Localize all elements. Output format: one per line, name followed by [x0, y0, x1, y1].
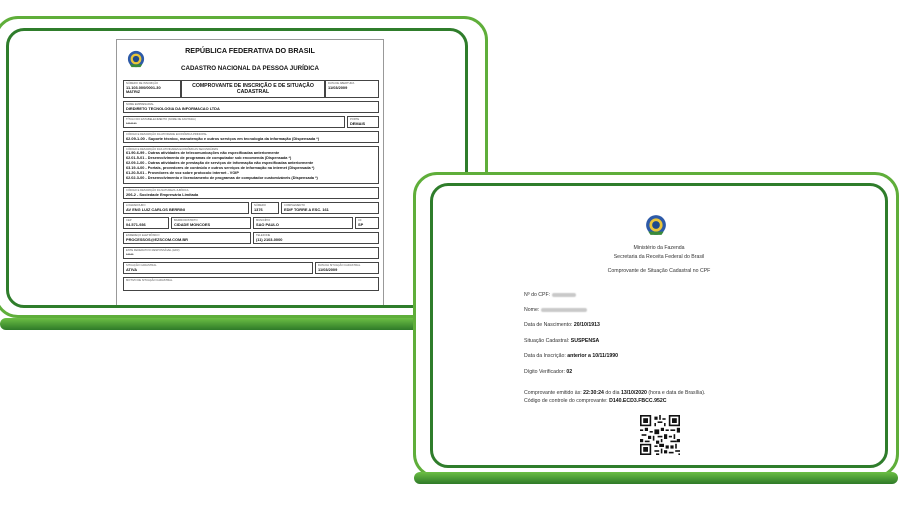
porte-box: PORTE DEMAIS: [347, 116, 379, 128]
inscricao-value: anterior a 10/11/1990: [567, 353, 619, 359]
inscricao-value: 11.103.000/0001-30: [126, 85, 161, 90]
nascimento-line: Data de Nascimento: 20/10/1913: [524, 322, 600, 328]
complemento-value: EDIF TORRE A ESC. 161: [284, 207, 329, 212]
doc-header-republica: REPÚBLICA FEDERATIVA DO BRASIL: [185, 46, 315, 55]
digito-value: 02: [566, 369, 573, 375]
situacao-cadastral-box: SITUAÇÃO CADASTRAL ATIVA: [123, 262, 313, 274]
matriz-value: MATRIZ: [126, 90, 141, 94]
qr-code-icon: [640, 415, 680, 455]
nome-empresarial-box: NOME EMPRESARIAL DIRDIRETO TECNOLOGIA DA INFORMACAO LTDA: [123, 101, 379, 113]
secretaria-text: Secretaria da Receita Federal do Brasil: [613, 254, 705, 260]
municipio-value: SAO PAULO: [256, 222, 279, 227]
telefone-value: (11) 2103-0000: [256, 237, 283, 242]
cpf-doc-title: Comprovante de Situação Cadastral no CPF: [607, 268, 711, 274]
atividade-secundaria-line: 62.01-5-01 - Desenvolvimento de programas de computador sob encomenda (Dispensada *): [126, 156, 292, 160]
right-laptop-base: [414, 472, 898, 484]
comprovante-title: COMPROVANTE DE INSCRIÇÃO E DE SITUAÇÃO CADASTRAL: [192, 83, 314, 95]
emitido-line: Comprovante emitido às: 22:30:24 do dia 13/10/2020 (hora e data de Brasília).: [524, 390, 706, 396]
atividades-secundarias-box: CÓDIGO E DESCRIÇÃO DAS ATIVIDADES ECONÔMICAS SECUNDÁRIAS 61.90-6-99 - Outras atividades de telecomunicações não especificadas anteriormente 62.01-5-01 - Desenvolvimento de programas de computador sob encomenda (Dispensada *) 62.09-1-00 - Outras atividades de prestação de serviços de informação não especificadas anteriormente 63.19-4-00 - Portais, provedores de conteúdo e outros serviços de informação na internet (Dispensada *) 61.20-5-01 - Provedores de voz sobre protocolo internet - VOIP 62.02-3-00 - Desenvolvimento e licenciamento de programas de computador customizáveis (Dispensada *): [123, 146, 379, 184]
nascimento-value: 20/10/1913: [573, 322, 600, 328]
emitido-data: 13/10/2020: [620, 390, 647, 396]
efr-box: ENTE FEDERATIVO RESPONSÁVEL (EFR) *****: [123, 247, 379, 259]
numero-box: NÚMERO 1376: [251, 202, 279, 214]
cep-value: 04.571-936: [126, 222, 146, 227]
email-value: PROCESSOS@EZSCOM.COM.BR: [126, 237, 188, 242]
logradouro-box: LOGRADOURO AV ENG LUIZ CARLOS BERRINI: [123, 202, 249, 214]
digito-line: Dígito Verificador: 02: [524, 369, 573, 375]
nome-empresarial-value: DIRDIRETO TECNOLOGIA DA INFORMACAO LTDA: [126, 106, 220, 111]
cnpj-document: [116, 39, 384, 308]
nome-line: Nome:: [524, 307, 587, 313]
redacted-cpf: [552, 293, 576, 297]
inscricao-line: Data da Inscrição: anterior a 10/11/1990: [524, 353, 619, 359]
atividade-secundaria-line: 62.02-3-00 - Desenvolvimento e licenciamento de programas de computador customizáveis (Dispensada *): [126, 176, 318, 180]
municipio-box: MUNICÍPIO SAO PAULO: [253, 217, 353, 229]
porte-value: DEMAIS: [350, 121, 366, 126]
atividade-secundaria-line: 63.19-4-00 - Portais, provedores de conteúdo e outros serviços de informação na internet (Dispensada *): [126, 166, 315, 170]
brasao-icon: [645, 214, 667, 236]
inscricao-box: NÚMERO DE INSCRIÇÃO 11.103.000/0001-30 MATRIZ: [123, 80, 181, 98]
cep-box: CEP 04.571-936: [123, 217, 169, 229]
cpf-number-line: Nº do CPF:: [524, 292, 576, 298]
fantasia-box: TÍTULO DO ESTABELECIMENTO (NOME DE FANTASIA) *******: [123, 116, 345, 128]
bairro-box: BAIRRO/DISTRITO CIDADE MONCOES: [171, 217, 251, 229]
ministerio-text: Ministério da Fazenda: [633, 245, 685, 251]
left-laptop-screen: [6, 28, 468, 308]
left-laptop-base: [0, 318, 450, 330]
atividade-secundaria-line: 61.90-6-99 - Outras atividades de telecomunicações não especificadas anteriormente: [126, 151, 280, 155]
email-box: ENDEREÇO ELETRÔNICO PROCESSOS@EZSCOM.COM.BR: [123, 232, 251, 244]
natureza-juridica-box: CÓDIGO E DESCRIÇÃO DA NATUREZA JURÍDICA 206-2 - Sociedade Empresária Limitada: [123, 187, 379, 199]
abertura-box: DATA DE ABERTURA 11/03/2009: [325, 80, 379, 98]
comprovante-title-box: [181, 80, 325, 98]
complemento-box: COMPLEMENTO EDIF TORRE A ESC. 161: [281, 202, 379, 214]
emitido-hora: 22:30:24: [583, 390, 604, 396]
abertura-value: 11/03/2009: [328, 85, 348, 90]
atividade-secundaria-line: 62.09-1-00 - Outras atividades de prestação de serviços de informação não especificadas anteriormente: [126, 161, 314, 165]
uf-value: SP: [358, 222, 364, 227]
data-situacao-box: DATA DA SITUAÇÃO CADASTRAL 11/03/2009: [315, 262, 379, 274]
bairro-value: CIDADE MONCOES: [174, 222, 211, 227]
data-situacao-value: 11/03/2009: [318, 267, 338, 272]
situacao-line: Situação Cadastral: SUSPENSA: [524, 338, 600, 344]
right-laptop-screen: [430, 183, 888, 468]
numero-value: 1376: [254, 207, 263, 212]
atividade-principal-value: 62.09-1-00 - Suporte técnico, manutenção e outros serviços em tecnologia da informação (Dispensada *): [126, 136, 320, 141]
logradouro-value: AV ENG LUIZ CARLOS BERRINI: [126, 207, 185, 212]
uf-box: UF SP: [355, 217, 379, 229]
telefone-box: TELEFONE (11) 2103-0000: [253, 232, 379, 244]
controle-value: D140.ECD3.FBCC.952C: [609, 398, 667, 404]
situacao-value: SUSPENSA: [570, 338, 600, 344]
situacao-cadastral-value: ATIVA: [126, 267, 138, 272]
atividade-secundaria-line: 61.20-5-01 - Provedores de voz sobre protocolo internet - VOIP: [126, 171, 239, 175]
doc-header-cadastro: CADASTRO NACIONAL DA PESSOA JURÍDICA: [181, 65, 319, 72]
natureza-juridica-value: 206-2 - Sociedade Empresária Limitada: [126, 192, 199, 197]
cpf-document: [433, 186, 885, 465]
atividade-principal-box: CÓDIGO E DESCRIÇÃO DA ATIVIDADE ECONÔMICA PRINCIPAL 62.09-1-00 - Suporte técnico, manutenção e outros serviços em tecnologia da informação (Dispensada *): [123, 131, 379, 143]
controle-line: Código de controle do comprovante: D140.ECD3.FBCC.952C: [524, 398, 667, 404]
redacted-nome: [541, 308, 587, 312]
motivo-situacao-box: MOTIVO DE SITUAÇÃO CADASTRAL: [123, 277, 379, 291]
